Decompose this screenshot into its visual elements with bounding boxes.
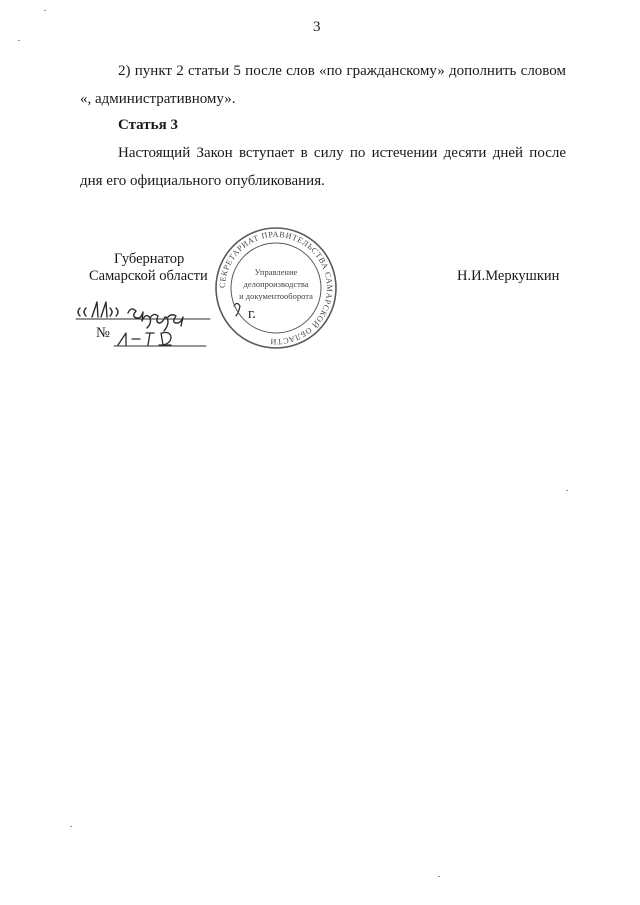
stamp-line-3: и документооборота (239, 291, 313, 301)
stamp-line-2: делопроизводства (243, 279, 309, 289)
stamp-ring-text: СЕКРЕТАРИАТ ПРАВИТЕЛЬСТВА САМАРСКОЙ ОБЛАСТИ (217, 229, 335, 347)
governor-name: Н.И.Меркушкин (457, 268, 560, 284)
year-suffix: г. (248, 306, 256, 322)
scan-mark (70, 826, 72, 827)
scan-mark (438, 876, 440, 877)
governor-region: Самарской области (89, 268, 208, 284)
page-number: 3 (313, 19, 321, 35)
paragraph-entry-into-force: Настоящий Закон вступает в силу по истечении десяти дней после дня его официального опубликования. (80, 145, 566, 189)
stamp-inner-text (230, 266, 322, 302)
document-number-label: № (96, 325, 110, 341)
governor-title: Губернатор (114, 251, 185, 267)
official-stamp (214, 226, 338, 350)
stamp-line-1: Управление (254, 267, 298, 277)
scan-mark (18, 40, 20, 41)
paragraph-amendment: 2) пункт 2 статьи 5 после слов «по гражданскому» дополнить словом «, административному». (80, 63, 566, 107)
scan-mark (566, 490, 568, 491)
article-heading: Статья 3 (118, 117, 178, 133)
scan-mark (44, 10, 46, 11)
